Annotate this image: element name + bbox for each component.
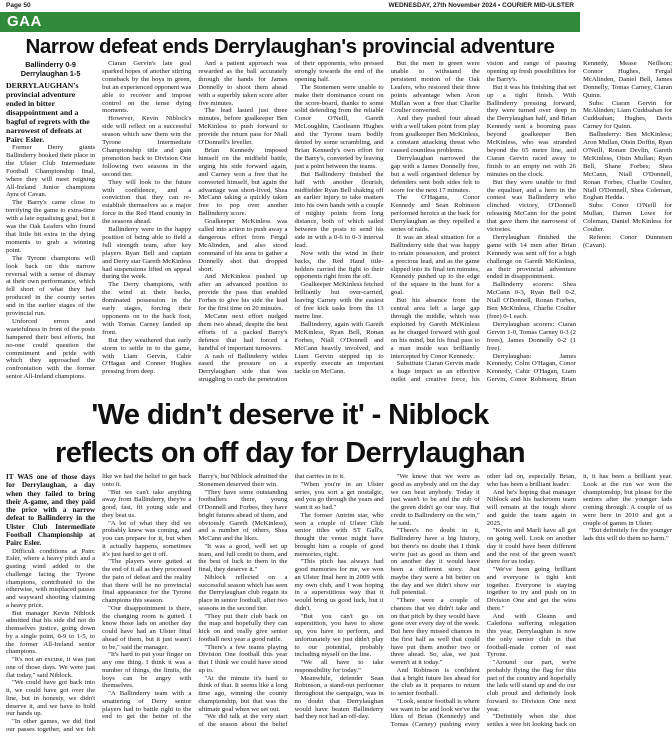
article-paragraph: "We've been going brilliant and everyone is tight knit together. Everyone is staying together to try and push on in Division One and get the wins there." [486, 566, 576, 612]
match-report-article [6, 60, 672, 392]
article-paragraph: "A Ballinderry team with a smattering of Derry senior players had to battle right to the end to get the better of the Barry's, but Niblock admitted the Stonemen deserved their win. [102, 473, 288, 721]
article-paragraph: The lead lasted just three minutes, before goalkeeper Ben McKinless to push forward to provide the return pass for Niall O'Donnell's leveller. [198, 107, 288, 147]
article-paragraph: "But we can't take anything away from Ballinderry, they're a good, fast, fit young side and they beat us. [102, 488, 192, 519]
article-paragraph: They will look to the future with confidence, and a conviction that they can re-establish themselves as a major force in the Red Hand county in the seasons ahead. [102, 178, 192, 226]
article-paragraph: "They have some outstanding footballers there, young O'Donnell and Forbes, they have bright futures ahead of them, and obviously Gareth (McKinless), and a number of others, Shea McCann and the likes. [198, 488, 288, 542]
article-paragraph: "We could have got back into it, we could have got over the line, but in honesty, we didn't deserve it, and we have to hold our hands up. [6, 679, 96, 718]
article-paragraph: And a patient approach was rewarded as the ball accurately through the hands for James Donnelly to shoot them ahead with a superbly taken score after five minutes. [198, 60, 288, 107]
article-paragraph: "But you can't go on superstition, you have to show up, you have to perform, and unfortunately we just didn't play to our potential, probably including myself on the line. [294, 612, 384, 659]
article-paragraph: And Robinson is confident that a bright future lies ahead for the club as it prepares to return to senior football. [390, 666, 480, 697]
article-paragraph: Ballinderry were in the happy position of being able to field a full strength team, after key players Ryan Bell and captain and Derry star Gareth McKinless had suspensions lifted on appeal during the week. [102, 226, 192, 281]
article-paragraph: Niblock reflected on a successful season which has seen the Derrylaughan club regain its place in senior football, after two seasons in the second tier. [198, 573, 288, 612]
article-paragraph: Derrylaughan scorers: Ciaran Gervin 1-0, Tomas Carney 0-3 (2 frees), James Donnelly 0-2 (1 free). [486, 320, 576, 352]
article-paragraph: "Definitely when the dust settles a wee bit looking back on it, it has been a brilliant year. Look at the run we won the championship, but please for the seniors after the younger lads coming through. A couple of us were here in 2010 and got a couple of games in Ulster. [486, 473, 672, 728]
article-paragraph: Ballinderry scorers: Shea McCann 0-3, Ryan Bell 0-2, Niall O'Donnell, Ronan Forbes, Ben McKinless, Charlie Coulter (free) 0-1 each. [486, 281, 576, 320]
article-paragraph: Goalkeeper McKinless was called into action to push away a dangerous effort from Fergal McAlinden, and also stood command of his area to gather a Donnelly shot that dropped short. [198, 218, 288, 273]
article-paragraph: "There's no doubt in it, Ballinderry have a big history, but there's no doubt that I think we're just as good as them and on another day it would have been a different story. Just maybe they were a bit better on the day and we didn't show our full potential. [390, 527, 480, 597]
article-paragraph: It was an ideal situation for a Ballinderry side that was happy to retain possession, and protect a precious lead, and as the game slipped into its final ten minutes, Kennedy pushed up to the edge of the square in the hunt for a goal. [390, 233, 480, 297]
score-line-ballinderry: Ballinderry 0-9 [25, 60, 76, 69]
page-folio [6, 2, 574, 12]
article-paragraph: However, Kevin Niblock's side will reflect on a successful season which saw them win the Tyrone Intermediate Championship title and gain promotion back to Division One following two seasons in the second tier. [102, 115, 192, 178]
article-paragraph: And McKinless pushed up after an advanced position to provide the pass that enabled Forbes to give his side the lead for the first time on 20 minutes. [198, 273, 288, 313]
article-paragraph: And they pushed four ahead with a well taken point from play from goalkeeper Ben McKinless, a constant attacking threat who caused countless problems. [390, 115, 480, 154]
section-label: GAA [7, 13, 42, 30]
article-paragraph: Goalkeeper McKinless fetched brilliantly but over-carried, leaving Carney with the easiest of free kick tasks from the 13 metre line. [294, 281, 384, 320]
article-paragraph: Now with the wind in their backs, the Red Hand title-holders carried the fight to their opponents right from the off. [294, 249, 384, 281]
article-paragraph: "There's a few teams playing Division One football this year that I think we could have stood up to. [198, 643, 288, 674]
article-paragraph: "Look, senior football is where we want to be and look we've the likes of Brian (Kennedy) and Tomas (Carney) pushing every other lad on, especially Brian, who has been a brilliant leader. [390, 473, 576, 728]
article-paragraph: "Our disappointment is there, the changing room is gutted. I know those lads on another day could have had an Ulster final ahead of them, but it just wasn't to be," said the manager. [102, 604, 192, 651]
article-paragraph: The Barry's came close to terrifying the game to extra-time with a late equalising goal, but it was the Oak Leafers who found that little bit extra in the dying moments to grab a winning point. [6, 199, 96, 254]
article-paragraph: Meanwhile, defender Sean Robinson, a stand-out performer throughout the campaign, was in no doubt that Derrylaughan would have beaten Ballinderry had they not had an off-day. [294, 674, 384, 721]
article-paragraph: Derrylaughan: James Kennedy; Colm O'Hagan, Conor Kennedy, Cahir O'Hagan, Liam Gervin, Conor Robinson; Brian Kennedy, Mease Neillson; Connor Hughes, Fergal McAlinden, Daniel Bell, James Donnelly, Tomas Carney, Ciaran Quinn. [486, 60, 672, 384]
article-paragraph: "In other games, we did find our passes together, and we felt like we had the belief to get back onto it. [6, 473, 192, 733]
article-paragraph: "Kevin and Marli have all got on going well. Look on another day it could have been different and the rest of the green wasn't there for us today. [486, 527, 576, 566]
article-paragraph: "Around our part, we're probably flying the flag for this part of the country and hopefully the lads will stand up and do our club proud and definitely look forward to Division One next year. [486, 659, 576, 713]
article-paragraph: But it was his finishing that set up a tight finish. With Ballinderry pressing forward, they were turned over deep in the Derrylaughan half, and Brian Kennedy sent a booming pass beyond goalkeeper Ben McKinless, who was stranded beyond the 65 metre line, and Ciaran Gervin raced away to finish to an empty net with 26 minutes on the clock. [486, 83, 576, 178]
story2-headline-rest: reflects on off day for Derrylaughan [55, 437, 525, 469]
article-paragraph: Referee: Conor Dunnesen (Cavan). [582, 233, 672, 249]
page-number: Page 50 [6, 2, 31, 9]
article-paragraph: "We knew that we were as good as anybody and on the day we can beat anybody. Today it just wasn't to be and the rub of the green didn't go our way. But credit to Ballinderry on the win," he said. [390, 473, 480, 527]
article-paragraph: And with Gleann and Caledona suffering relegation this year, Derrylaughan is now the only senior club in that football-made corner of east Tyrone. [486, 612, 576, 659]
article-paragraph: But manager Kevin Niblock admitted that his side did not do themselves justice, going down by a single point, 0-9 to 1-5, to the former All-Ireland senior champions. [6, 609, 96, 656]
article-paragraph: "When you're in an Ulster series, you sort a get nostalgic, and you go through the years and want it so bad." [294, 480, 384, 511]
article-paragraph: The O'Hagans, Conor Kennedy and Sean Robinson performed heroics at the back for Derrylaughan as they repelled a series of raids. [390, 194, 480, 234]
article-paragraph: Ballinderry, again with Gareth McKinless, Ryan Bell, Ronan Forbes, Niall O'Donnell and McCann heavily involved, and Liam Gervin stepped up to expertly execute an important tackle on McCann. [294, 320, 384, 376]
article-paragraph: Difficult conditions at Pairc Esler, where a heavy pitch and a gusting wind added to the challenge facing the Tyrone champions, contributed to the otherwise, with misplaced passes and wayward shooting claiming a heavy price. [6, 547, 96, 609]
article-paragraph: "It's not an excuse, it was just one of those days. We were just flat today," said Niblock. [6, 656, 96, 679]
story2-lede: IT WAS one of those days for Derrylaughan, a day when they failed to bring their A-game, and they paid the price with a narrow defeat to Ballinderry in the Ulster Club Intermediate Football Championship at Pairc Esler. [6, 473, 96, 548]
article-paragraph: A rash of Ballinderry wides eased the pressure on a Derrylaughan side that was struggling to curb the penetration of their opponents, who pressed strongly towards the end of the opening half. [198, 60, 384, 384]
article-paragraph: Unforced errors and wastefulness in front of the posts hampered their best efforts, but no-one could question the commitment and pride with which they approached the confrontation with the former senior All-Ireland champions. [6, 317, 96, 381]
article-paragraph: The Derry champions, with the wind at their backs, dominated possession in the early stages, forcing their opponents on to the back foot, with Tomas Carney landed up front. [102, 281, 192, 336]
article-paragraph: And he's hoping that manager Niblock and his backroom team will remain at the tough shore and guide the team again in 2025. [486, 488, 576, 527]
story1-lede: DERRYLAUGHAN's provincial adventure ended in bitter disappointment and a bagful of regrets with the narrowest of defeats at Pairc Esler. [6, 81, 90, 144]
article-paragraph: Ciaran Gervin's late goal sparked hopes of another stirring comeback by the boys in green, but an experienced opponent was able to recover and impose control on the tense dying moments. [102, 60, 192, 115]
article-paragraph: Subs: Conor O'Neill for Mullan, Darren Lowe for Coleman, Daniel McKinless for Coulter. [582, 202, 672, 234]
article-paragraph: Ballinderry: Ben McKinless; Aron Mullan, Oisin Doffin, Ryan O'Neill, Ronan Devlin, Gareth McKinless, Oisin Mullan; Ryan Bell, Shane Forbes; Shea McCann, Niall O'Donnell, Ronan Forbes, Charlie Coulter, Niall O'Donnell, Shea Coleman, Eoghan Hedda. [582, 131, 672, 202]
paper-date: WEDNESDAY, 27th November 2024 • COURIER MID-ULSTER [388, 2, 574, 9]
article-paragraph: Derrylaughan finished the game with 14 men after Brian Kennedy was sent off for a high challenge on Gareth McKinless, as their provincial adventure ended in disappointment. [486, 233, 576, 281]
article-paragraph: "They put their club back on the map and hopefully they can kick on and really give senior football next year a good rattle. [198, 612, 288, 643]
article-paragraph: "We all have to take responsibility for today." [294, 659, 384, 674]
article-paragraph: Substitute Ciaran Gervin made a huge impact as an effective outlet and creative force, his vision and range of passing opening up fresh possibilities for the Barry's. [390, 60, 576, 384]
article-paragraph: The Tyrone champions will look back on this narrow reversal with a sense of dismay at their own performance, which fell short of what they had produced in the county series and in the earlier stages of the provincial run. [6, 254, 96, 318]
article-paragraph: The Stonemen were unable to make their dominance count on the score-board, thanks to some solid defending from the reliable Conor O'Neill, Gareth McLoughlin, Caoileann Hughes and the Tyrone team bodily denied by some scrambling, and Brian Kennedy's own effort for the Barry's, converted by leaving just a point between the teams. [294, 83, 384, 170]
article-paragraph: But the men in green were unable to withstand the persistent motion of the Oak Leafers, who restored their three points advantage when Aron Mullan won a free that Charlie Coulter converted. [390, 60, 480, 115]
reaction-article [6, 473, 672, 735]
article-paragraph: Subs: Ciaran Gervin for McAlinden; Liam Cuddsahan for Cuddsahan; Hughes, Davis Carney for Quinn. [582, 99, 672, 131]
story1-headline: Narrow defeat ends Derrylaughan's provincial adventure [25, 35, 555, 58]
article-paragraph: But they were unable to find the equaliser, and a hero in the contest was Ballinderry who clinched victory, O'Donnell releasing McCann for the point that gave them the narrowest of victories. [486, 178, 576, 234]
article-paragraph: Derrylaughan narrowed the gap with a James Donnelly free, but a well organised defence by defenders sent both sides felt to score for the next 17 minutes. [390, 154, 480, 194]
article-paragraph: But Ballinderry finished the half with another flourish, midfielder Ryan Bell shaking off an earlier injury to take matters into his own hands with a couple of mighty points from long distance, both of which sailed between the posts to send his side in with a 0-6 to 0-3 interval lead. [294, 170, 384, 249]
article-paragraph: Former Derry giants Ballinderry booked their place in the Ulster Club Intermediate Football Championship final, where they will meet reigning All-Ireland Junior champions Ayra of Cavan. [6, 144, 96, 199]
article-paragraph: McCann next effort nudged them two ahead, despite the best efforts of a packed Barry's defence that had forced a handful of important turnovers. [198, 313, 288, 352]
article-paragraph: But his absence from the central area left a large gap through the middle, which was exploited by Gareth McKinless as he charged forward with goal on his mind, but his final pass to a man inside was brilliantly intercepted by Conor Kennedy. [390, 297, 480, 360]
article-paragraph: "The players were gutted at the end of it all as they processed the pain of defeat and the reality that there will be no provincial final appearance for the Tyrone champions this season. [102, 558, 192, 604]
section-banner [0, 12, 580, 32]
article-paragraph: "But definitely for the younger lads this will do them no harm." [582, 527, 672, 542]
article-paragraph: "It was a good, well set up team, and full credit to them, and the best of luck to them in the final, they deserve it." [198, 542, 288, 573]
article-paragraph: "We did talk at the very start of the season about the belief that carries in to it. [198, 473, 345, 728]
story2-headline-quote: 'We didn't deserve it' - Niblock [91, 399, 489, 431]
article-paragraph: "A lot of what they did we probably knew was coming, and you can prepare for it, but when it actually happens, sometimes it's just hard to get it off. [102, 519, 192, 558]
article-paragraph: "At the minute it's hard to think of that. It seems like a long time ago, winning the county championship, but that was the ultimate goal when we set out. [198, 674, 288, 713]
article-paragraph: Brian Kennedy imposed himself on the midfield battle, urging his side forward again, and Carney won a free that he converted himself, but again the advantage was short-lived, Shea McCann taking a quickly taken free to pop over another Ballinderry score. [198, 146, 288, 218]
article-paragraph: But they weathered that early storm to settle in to the game, with Liam Gervin, Cahir O'Hagan and Conner Hughes pressing from deep. [102, 336, 192, 376]
article-paragraph: The former Antrim star, who won a couple of Ulster Club senior titles with ST Gall's, thought the venue might have brought him a couple of good memories, right. [294, 511, 384, 558]
article-paragraph: "There were a couple of chances that we didn't take and on that pitch by they would have gone over every day of the week. But here they missed chances in the first half as well that could have put them another two or three ahead. So, alas, we just weren't at it today." [390, 597, 480, 666]
article-paragraph: "It's hard to put your finger on any one thing. I think it was a number of things, the limits, the boys can be angry with themselves. [102, 651, 192, 690]
article-paragraph: "This pitch has always had good memories for me, we won an Ulster final here in 2009 with my own club, and I was hoping in a superstitious way that it would bring us good luck, but it didn't. [294, 558, 384, 612]
score-line-derrylaughan: Derrylaughan 1-5 [20, 69, 81, 78]
